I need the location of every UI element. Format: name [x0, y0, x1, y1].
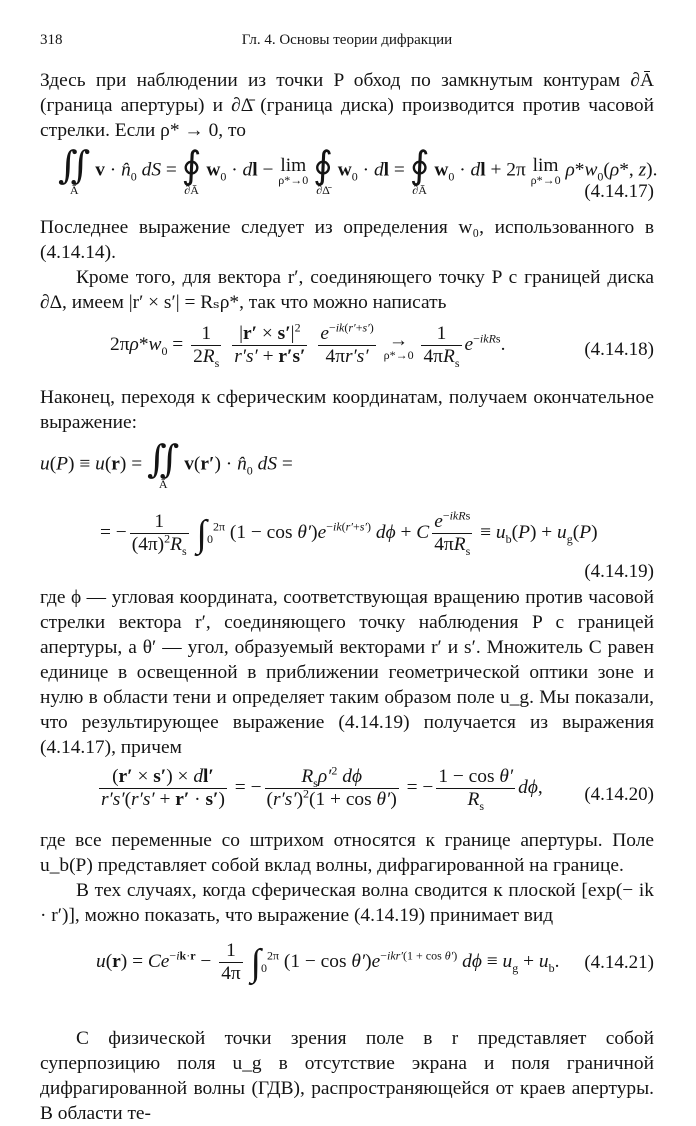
paragraph-4: Наконец, переходя к сферическим координатам, получаем окончательное выражение: [40, 387, 654, 433]
paragraph-5: где ϕ — угловая координата, соответствующая вращению против часовой стрелки вектора r′, соединяющего точку наблюдения P с границей апертуры, а θ′ — угол, образуемый векторами r′ и s′. Множитель C равен единице в освещенной в приближении геометрической оптики зоне и нулю в области тени и определяет таким образом поле u_g. Мы показали, что результирующее выражение (4.14.19) получается из выражения (4.14.17), причем [40, 587, 654, 758]
page-number: 318 [40, 32, 63, 48]
paragraph-6: где все переменные со штрихом относятся к границе апертуры. Поле u_b(P) представляет собой вклад волны, дифрагированной на границе. [40, 830, 654, 876]
equation-number: (4.14.19) [584, 561, 654, 582]
equation-4-14-17 [40, 143, 658, 215]
equation-4-14-21 [40, 928, 654, 1014]
page-header [40, 28, 654, 58]
equation-body: $2\pi\rho*w_0$ = $\frac{1}{2R_s}$ $\frac{|r' \times s'|^2}{r's' + r's'}$ $\frac{e^{-ik(r'+s')}}{4\pi r's'}$ → ρ*→0 $\frac{1}{4\pi R_s}$ $e^{-ikRs}$. [110, 320, 506, 370]
equation-number: (4.14.21) [584, 952, 654, 973]
equation-number: (4.14.17) [584, 181, 654, 202]
paragraph-3: Кроме того, для вектора r′, соединяющего точку P с границей диска ∂Δ, имеем |r′ × s′| = Rₛρ*, так что можно написать [40, 267, 654, 313]
paragraph-1: Здесь при наблюдении из точки P обход по замкнутым контурам ∂Ā (граница апертуры) и ∂Δ̄ (граница диска) производится против часовой стрелки. Если ρ* → 0, то [40, 70, 654, 141]
running-title: Гл. 4. Основы теории дифракции [241, 32, 453, 48]
equation-4-14-19 [40, 435, 654, 585]
paragraph-2: Последнее выражение следует из определения w₀, использованного в (4.14.14). [40, 217, 654, 263]
equation-number: (4.14.20) [584, 784, 654, 805]
paragraph-8: С физической точки зрения поле в r представляет собой суперпозицию поля u_g в отсутствие экрана и поля граничной дифрагированной волны (ГДВ), распространяющейся от краев апертуры. В области те- [40, 1028, 654, 1124]
equation-body: $u(r) = Ce^{-ik\cdot r}$ − $\frac{1}{4\pi}$ ∫ $_0^{2\pi}$ $(1 - \cos \theta')e^{-ikr'(1 + cos \theta')}$ $d\phi \equiv u_g + u_b$. [96, 940, 560, 984]
equation-line-2: = − $\frac{1}{(4\pi)^2R_s}$ ∫ $_0^{2\pi}$ $(1 - \cos \theta')e^{-ik(r'+s')}$ dϕ + C $\frac{e^{-ikRs}}{4\pi R_s}$ ≡ $u_b(P) + u_g(P)$ [100, 508, 598, 558]
equation-body: ∬ Ā $v \cdot n̂_0$ dS = ∮ ∂Ā $w_0$ · dl − lim ρ*→0 ∮ ∂Δ̄ $w_0$ · dl = ∮ ∂Ā $w_0$ · dl + 2π lim ρ*→0 $\rho*w_0(\rho*$, z). [58, 145, 658, 197]
equation-body: $\frac{(r' \times s') \times dl'}{r's'(r's' + r' \cdot s')}$ = − $\frac{R_s\rho'^2 d\phi}{(r's')^2(1 + \cos \theta')}$ = − $\frac{\text{1 − cos θ′}}{R_s}$ dϕ, [101, 763, 543, 813]
equation-number: (4.14.18) [584, 339, 654, 360]
paragraph-7: В тех случаях, когда сферическая волна сводится к плоской [exp(− ik · r′)], можно показать, что выражение (4.14.19) принимает вид [40, 880, 654, 926]
equation-4-14-18 [40, 315, 654, 385]
equation-line-1: u(P) ≡ u(r) = ∬ Ā $v(r') \cdot n̂_0$ dS = [40, 439, 293, 491]
book-page [40, 28, 658, 1126]
equation-4-14-20 [40, 760, 654, 828]
